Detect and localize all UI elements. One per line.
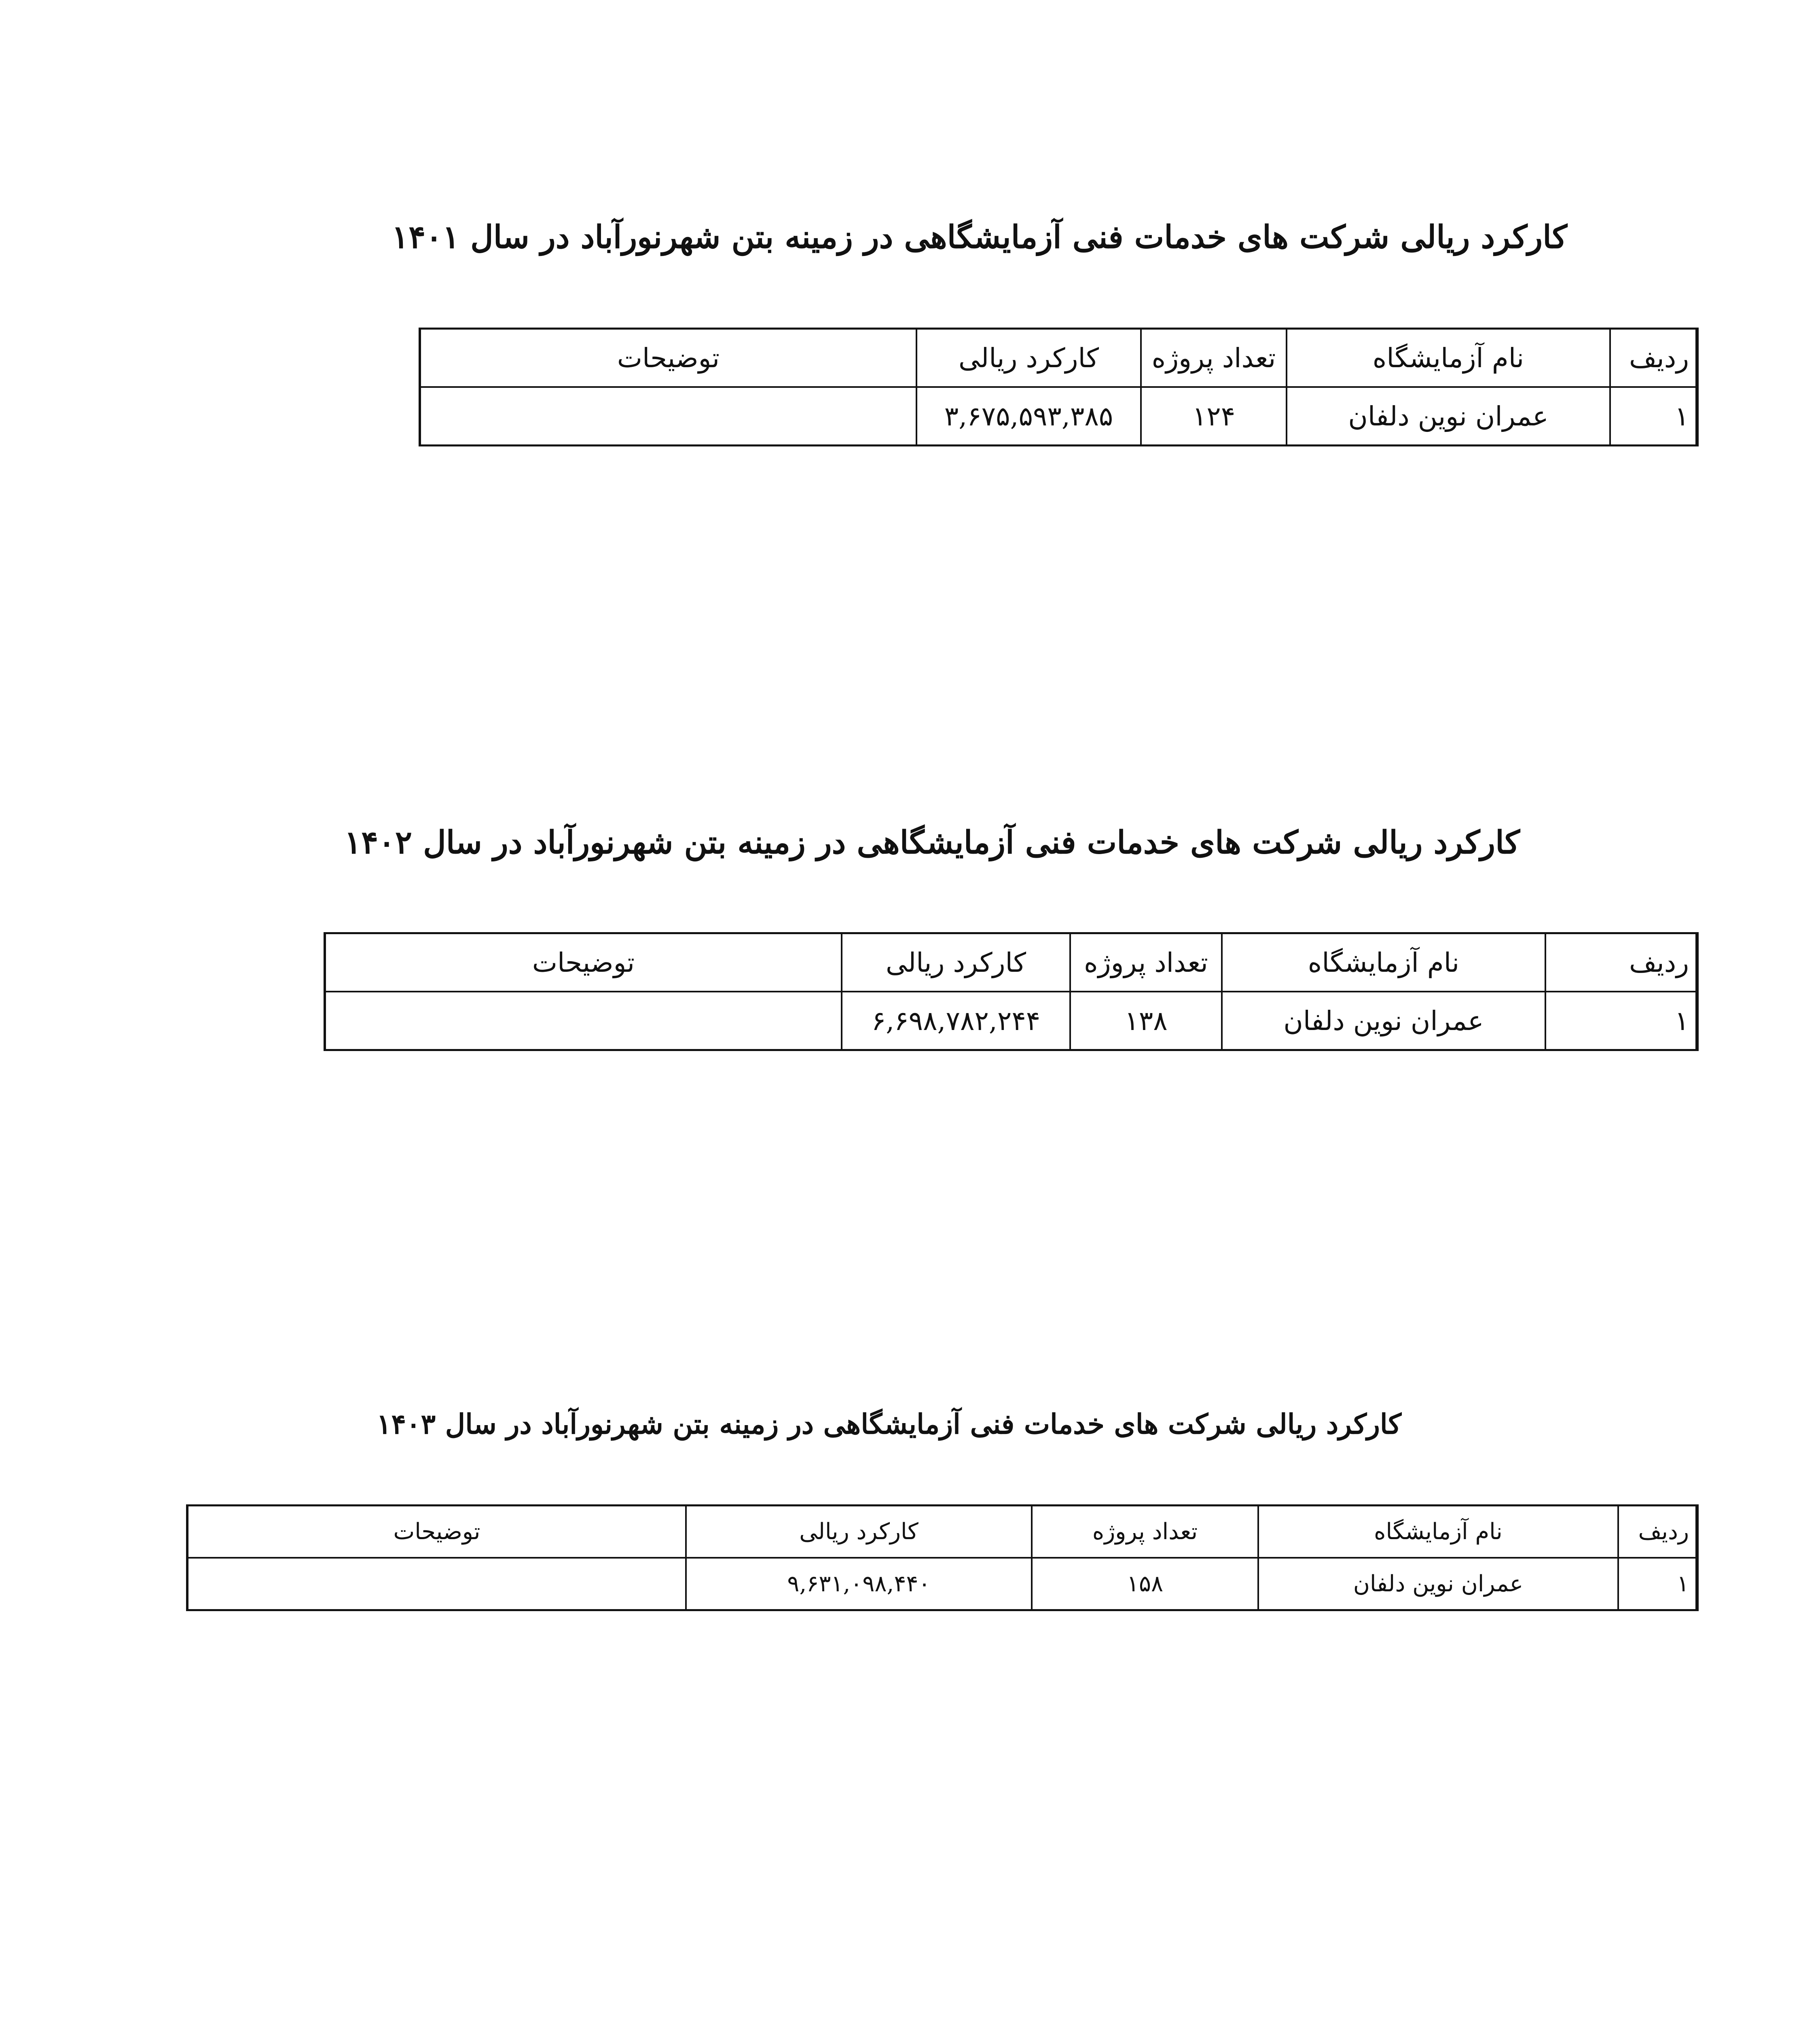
cell-project-count: ۱۲۴ (1141, 387, 1287, 446)
section-1401-table (419, 328, 1699, 446)
cell-lab-name: عمران نوین دلفان (1258, 1558, 1618, 1610)
cell-notes (187, 1558, 686, 1610)
header-project-count: تعداد پروژه (1070, 933, 1222, 992)
cell-revenue: ۶,۶۹۸,۷۸۲,۲۴۴ (842, 992, 1070, 1050)
section-1402-title: کارکرد ریالی شرکت های خدمات فنی آزمایشگاهی در زمینه بتن شهرنورآباد در سال ۱۴۰۲ (344, 824, 1520, 861)
table-row (420, 387, 1697, 446)
header-lab-name: نام آزمایشگاه (1287, 329, 1610, 387)
table-header-row (325, 933, 1697, 992)
cell-notes (420, 387, 916, 446)
cell-row-no: ۱ (1618, 1558, 1697, 1610)
table-header-row (187, 1506, 1697, 1558)
header-notes: توضیحات (325, 933, 842, 992)
cell-lab-name: عمران نوین دلفان (1287, 387, 1610, 446)
cell-revenue: ۹,۶۳۱,۰۹۸,۴۴۰ (686, 1558, 1032, 1610)
cell-project-count: ۱۳۸ (1070, 992, 1222, 1050)
header-notes: توضیحات (187, 1506, 686, 1558)
header-revenue: کارکرد ریالی (916, 329, 1141, 387)
header-project-count: تعداد پروژه (1032, 1506, 1258, 1558)
section-1401-title: کارکرد ریالی شرکت های خدمات فنی آزمایشگاهی در زمینه بتن شهرنورآباد در سال ۱۴۰۱ (392, 219, 1567, 256)
header-lab-name: نام آزمایشگاه (1222, 933, 1545, 992)
cell-revenue: ۳,۶۷۵,۵۹۳,۳۸۵ (916, 387, 1141, 446)
header-lab-name: نام آزمایشگاه (1258, 1506, 1618, 1558)
cell-project-count: ۱۵۸ (1032, 1558, 1258, 1610)
section-1403-table (186, 1504, 1699, 1611)
section-1402-table (324, 932, 1699, 1051)
header-project-count: تعداد پروژه (1141, 329, 1287, 387)
header-revenue: کارکرد ریالی (842, 933, 1070, 992)
table-row (187, 1558, 1697, 1610)
table-row (325, 992, 1697, 1050)
cell-row-no: ۱ (1610, 387, 1697, 446)
cell-row-no: ۱ (1545, 992, 1697, 1050)
header-revenue: کارکرد ریالی (686, 1506, 1032, 1558)
table-header-row (420, 329, 1697, 387)
header-row-no: ردیف (1545, 933, 1697, 992)
header-row-no: ردیف (1610, 329, 1697, 387)
cell-lab-name: عمران نوین دلفان (1222, 992, 1545, 1050)
cell-notes (325, 992, 842, 1050)
header-row-no: ردیف (1618, 1506, 1697, 1558)
section-1403-title: کارکرد ریالی شرکت های خدمات فنی آزمایشگاهی در زمینه بتن شهرنورآباد در سال ۱۴۰۳ (377, 1408, 1401, 1440)
header-notes: توضیحات (420, 329, 916, 387)
